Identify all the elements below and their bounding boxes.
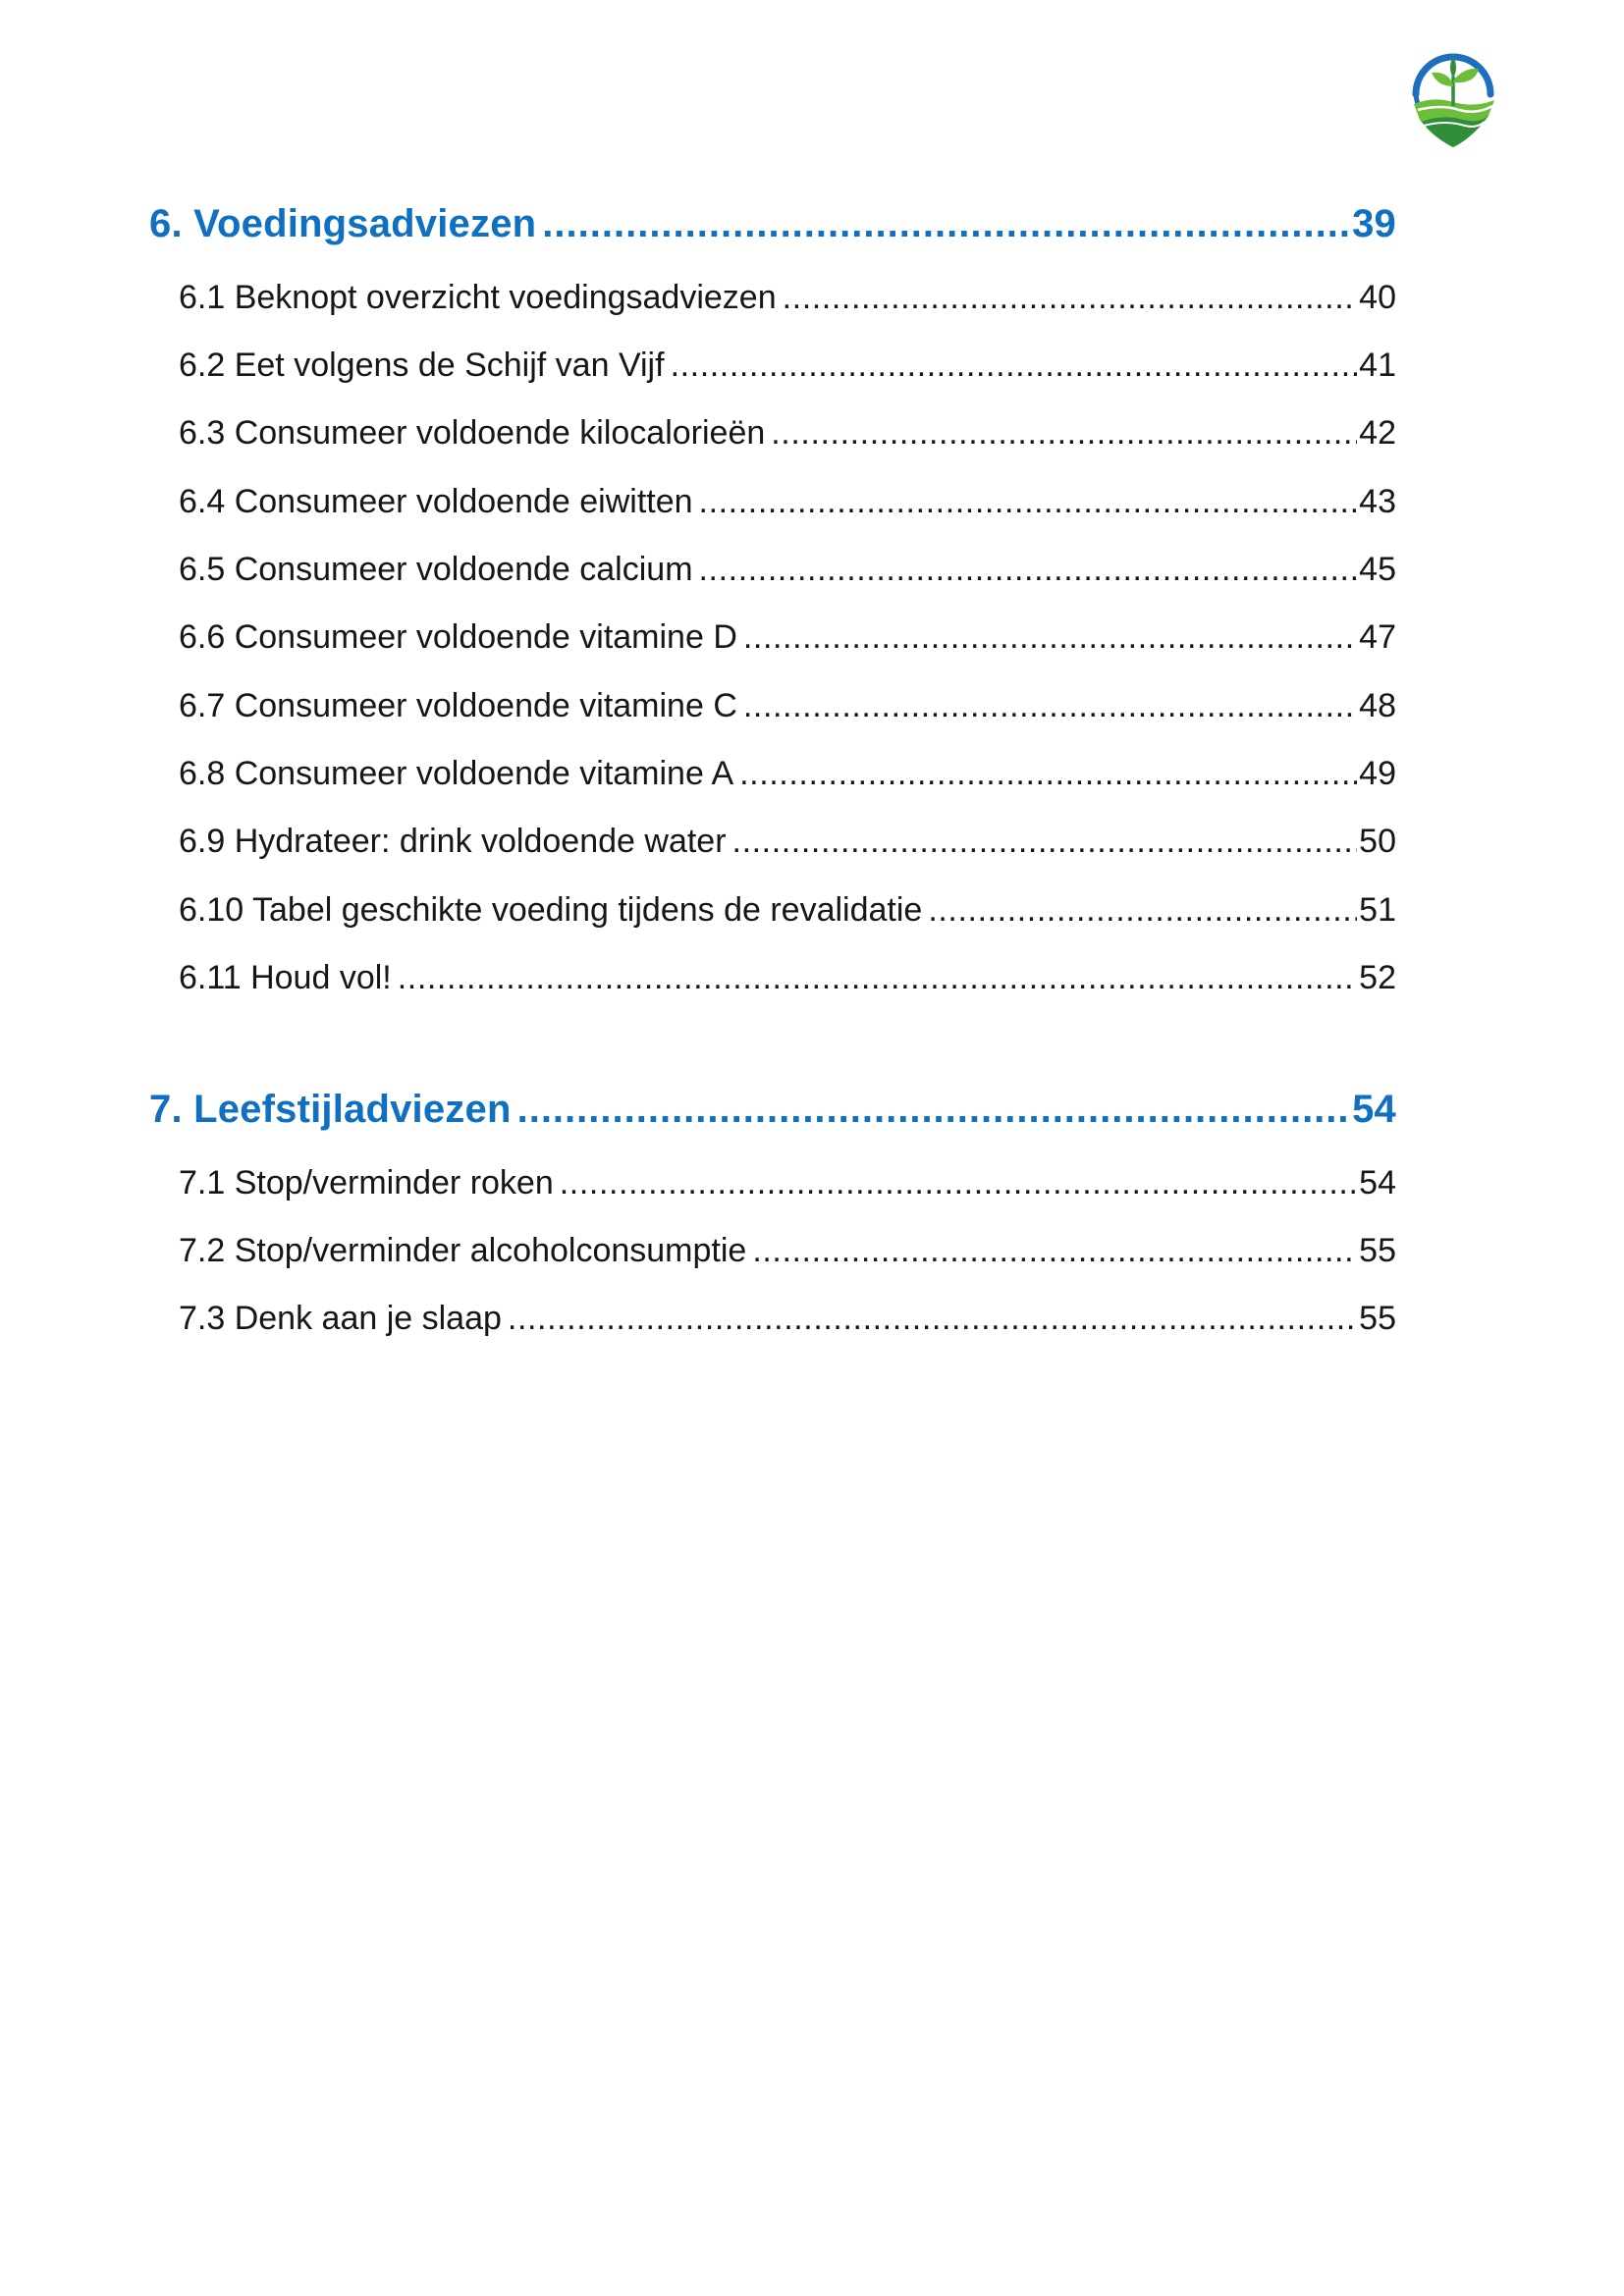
section-title: 6.5 Consumeer voldoende calcium (179, 551, 693, 588)
section-title: 6.4 Consumeer voldoende eiwitten (179, 483, 693, 520)
page-number: 42 (1359, 414, 1396, 452)
toc-section-6-3[interactable] (179, 414, 1396, 453)
page-number: 52 (1359, 959, 1396, 996)
section-title: 6.6 Consumeer voldoende vitamine D (179, 618, 737, 656)
logo-graphic (1404, 43, 1502, 147)
toc-section-6-5[interactable] (179, 551, 1396, 589)
section-title: 6.3 Consumeer voldoende kilocalorieën (179, 414, 766, 452)
page-number: 43 (1359, 483, 1396, 520)
chapter-title: 6. Voedingsadviezen (149, 202, 537, 245)
toc-section-6-6[interactable] (179, 618, 1396, 657)
page-number: 54 (1352, 1088, 1396, 1131)
section-title: 6.7 Consumeer voldoende vitamine C (179, 687, 737, 724)
dot-leader (732, 823, 1358, 861)
dot-leader (699, 483, 1358, 521)
toc-section-7-3[interactable] (179, 1300, 1396, 1338)
toc-section-6-8[interactable] (179, 755, 1396, 793)
section-title: 6.1 Beknopt overzicht voedingsadviezen (179, 279, 777, 316)
dot-leader (542, 202, 1350, 246)
section-title: 7.1 Stop/verminder roken (179, 1164, 554, 1201)
dot-leader (398, 959, 1357, 997)
dot-leader (928, 891, 1357, 930)
section-title: 7.3 Denk aan je slaap (179, 1300, 502, 1337)
page-number: 50 (1359, 823, 1396, 860)
toc-section-6-4[interactable] (179, 483, 1396, 521)
toc-section-7-2[interactable] (179, 1232, 1396, 1270)
section-title: 6.9 Hydrateer: drink voldoende water (179, 823, 727, 860)
page-number: 48 (1359, 687, 1396, 724)
section-title: 6.8 Consumeer voldoende vitamine A (179, 755, 734, 792)
page-number: 47 (1359, 618, 1396, 656)
section-title: 6.2 Eet volgens de Schijf van Vijf (179, 347, 665, 384)
section-title: 6.10 Tabel geschikte voeding tijdens de revalidatie (179, 891, 923, 929)
toc-chapter-7[interactable] (149, 1088, 1396, 1132)
sprout-in-field-logo (1404, 43, 1502, 147)
toc-section-6-7[interactable] (179, 687, 1396, 725)
page-number: 55 (1359, 1300, 1396, 1337)
toc-chapter-6[interactable] (149, 202, 1396, 246)
page-number: 40 (1359, 279, 1396, 316)
dot-leader (743, 687, 1357, 725)
page-number: 49 (1359, 755, 1396, 792)
page-number: 39 (1352, 202, 1396, 245)
dot-leader (560, 1164, 1357, 1202)
page-number: 54 (1359, 1164, 1396, 1201)
page-number: 45 (1359, 551, 1396, 588)
page-number: 51 (1359, 891, 1396, 929)
dot-leader (517, 1088, 1351, 1132)
dot-leader (699, 551, 1358, 589)
page-number: 41 (1359, 347, 1396, 384)
toc-section-6-11[interactable] (179, 959, 1396, 997)
toc-section-6-9[interactable] (179, 823, 1396, 861)
toc-section-6-1[interactable] (179, 279, 1396, 317)
dot-leader (739, 755, 1357, 793)
dot-leader (508, 1300, 1357, 1338)
dot-leader (743, 618, 1357, 657)
toc-section-7-1[interactable] (179, 1164, 1396, 1202)
toc-section-6-10[interactable] (179, 891, 1396, 930)
section-title: 6.11 Houd vol! (179, 959, 392, 996)
chapter-title: 7. Leefstijladviezen (149, 1088, 512, 1131)
dot-leader (671, 347, 1358, 385)
dot-leader (783, 279, 1358, 317)
section-title: 7.2 Stop/verminder alcoholconsumptie (179, 1232, 747, 1269)
dot-leader (752, 1232, 1357, 1270)
page-number: 55 (1359, 1232, 1396, 1269)
toc-section-6-2[interactable] (179, 347, 1396, 385)
dot-leader (771, 414, 1357, 453)
